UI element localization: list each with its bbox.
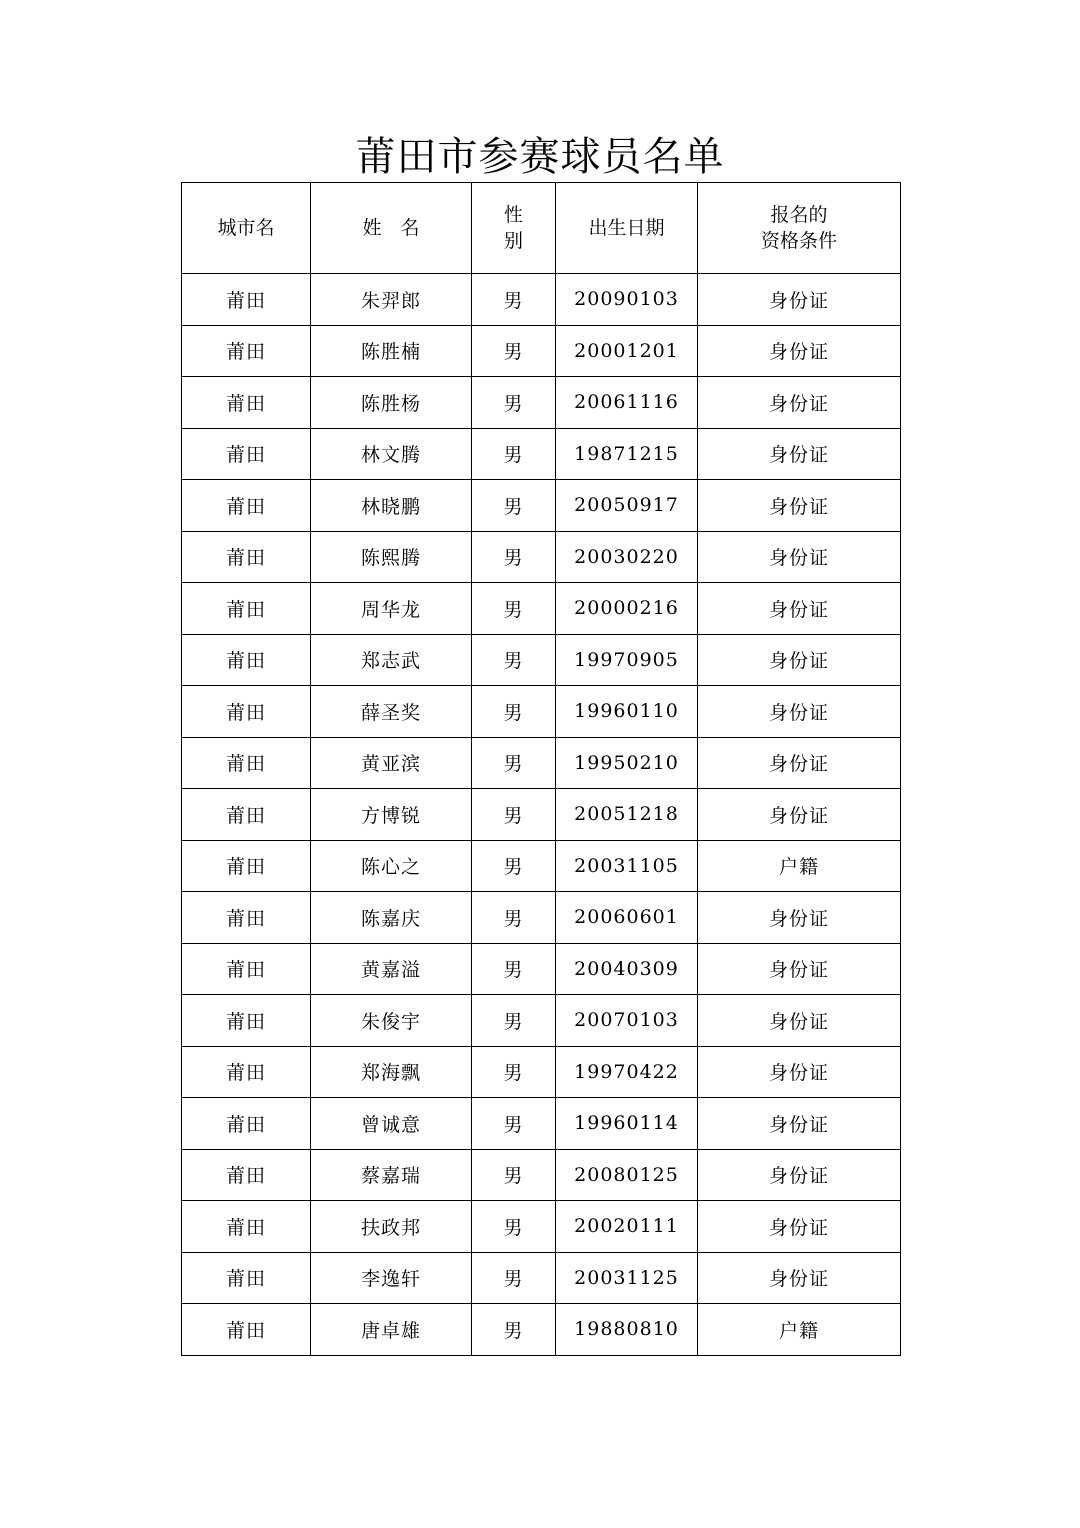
cell-city: 莆田: [182, 1201, 311, 1253]
player-roster-table: [181, 182, 901, 1356]
cell-birthdate: 19880810: [556, 1304, 698, 1356]
cell-gender: 男: [472, 1046, 556, 1098]
cell-qualification: 身份证: [698, 1098, 901, 1150]
cell-city: 莆田: [182, 377, 311, 429]
cell-qualification: 身份证: [698, 737, 901, 789]
cell-birthdate: 20090103: [556, 274, 698, 326]
table-row: [182, 1201, 901, 1253]
table-row: [182, 737, 901, 789]
header-qualification-line2: 资格条件: [760, 230, 837, 252]
cell-player-name: 林文腾: [311, 428, 472, 480]
cell-city: 莆田: [182, 995, 311, 1047]
header-birthdate: 出生日期: [556, 183, 698, 274]
table-row: [182, 583, 901, 635]
header-row: [182, 183, 901, 274]
cell-city: 莆田: [182, 531, 311, 583]
table-row: [182, 943, 901, 995]
cell-city: 莆田: [182, 1046, 311, 1098]
cell-city: 莆田: [182, 634, 311, 686]
cell-gender: 男: [472, 480, 556, 532]
header-city: 城市名: [182, 183, 311, 274]
cell-gender: 男: [472, 1252, 556, 1304]
table-body: [182, 274, 901, 1356]
cell-city: 莆田: [182, 892, 311, 944]
table-row: [182, 1098, 901, 1150]
page-title: 莆田市参赛球员名单: [355, 134, 725, 180]
cell-qualification: 身份证: [698, 634, 901, 686]
cell-qualification: 身份证: [698, 1252, 901, 1304]
table-row: [182, 1046, 901, 1098]
cell-gender: 男: [472, 737, 556, 789]
table-row: [182, 428, 901, 480]
cell-birthdate: 19871215: [556, 428, 698, 480]
table-row: [182, 634, 901, 686]
cell-qualification: 身份证: [698, 686, 901, 738]
table-row: [182, 789, 901, 841]
cell-birthdate: 20030220: [556, 531, 698, 583]
table-row: [182, 531, 901, 583]
cell-gender: 男: [472, 428, 556, 480]
cell-city: 莆田: [182, 428, 311, 480]
cell-city: 莆田: [182, 943, 311, 995]
cell-player-name: 郑志武: [311, 634, 472, 686]
cell-birthdate: 20031105: [556, 840, 698, 892]
cell-player-name: 曾诚意: [311, 1098, 472, 1150]
header-gender-line1: 性: [503, 204, 523, 226]
cell-gender: 男: [472, 634, 556, 686]
cell-player-name: 陈嘉庆: [311, 892, 472, 944]
cell-city: 莆田: [182, 1149, 311, 1201]
cell-qualification: 身份证: [698, 995, 901, 1047]
table-row: [182, 274, 901, 326]
cell-qualification: 身份证: [698, 480, 901, 532]
cell-qualification: 身份证: [698, 1046, 901, 1098]
cell-city: 莆田: [182, 480, 311, 532]
cell-birthdate: 19960114: [556, 1098, 698, 1150]
cell-player-name: 李逸轩: [311, 1252, 472, 1304]
cell-gender: 男: [472, 1304, 556, 1356]
cell-qualification: 户籍: [698, 1304, 901, 1356]
cell-qualification: 身份证: [698, 583, 901, 635]
cell-gender: 男: [472, 1201, 556, 1253]
cell-birthdate: 20061116: [556, 377, 698, 429]
cell-birthdate: 20001201: [556, 325, 698, 377]
table-header: [182, 183, 901, 274]
cell-gender: 男: [472, 325, 556, 377]
cell-birthdate: 19960110: [556, 686, 698, 738]
cell-qualification: 身份证: [698, 892, 901, 944]
cell-qualification: 身份证: [698, 531, 901, 583]
cell-player-name: 扶政邦: [311, 1201, 472, 1253]
cell-birthdate: 19970422: [556, 1046, 698, 1098]
cell-qualification: 身份证: [698, 274, 901, 326]
cell-birthdate: 20051218: [556, 789, 698, 841]
cell-birthdate: 20020111: [556, 1201, 698, 1253]
cell-birthdate: 20000216: [556, 583, 698, 635]
cell-player-name: 陈胜杨: [311, 377, 472, 429]
cell-birthdate: 20060601: [556, 892, 698, 944]
header-name: 姓 名: [311, 183, 472, 274]
cell-gender: 男: [472, 1149, 556, 1201]
cell-qualification: 身份证: [698, 1201, 901, 1253]
cell-gender: 男: [472, 995, 556, 1047]
cell-player-name: 陈心之: [311, 840, 472, 892]
cell-gender: 男: [472, 274, 556, 326]
cell-city: 莆田: [182, 840, 311, 892]
table-row: [182, 995, 901, 1047]
cell-city: 莆田: [182, 1098, 311, 1150]
table-row: [182, 892, 901, 944]
table-row: [182, 686, 901, 738]
table-row: [182, 1149, 901, 1201]
cell-city: 莆田: [182, 325, 311, 377]
cell-gender: 男: [472, 892, 556, 944]
cell-player-name: 薛圣奖: [311, 686, 472, 738]
cell-city: 莆田: [182, 583, 311, 635]
table-row: [182, 377, 901, 429]
table-row: [182, 480, 901, 532]
cell-qualification: 身份证: [698, 943, 901, 995]
cell-gender: 男: [472, 377, 556, 429]
cell-birthdate: 20070103: [556, 995, 698, 1047]
cell-city: 莆田: [182, 274, 311, 326]
cell-city: 莆田: [182, 737, 311, 789]
cell-player-name: 黄嘉溢: [311, 943, 472, 995]
cell-city: 莆田: [182, 686, 311, 738]
cell-player-name: 方博锐: [311, 789, 472, 841]
cell-gender: 男: [472, 1098, 556, 1150]
header-qualification: [698, 183, 901, 274]
header-gender-line2: 别: [503, 230, 523, 252]
cell-qualification: 身份证: [698, 377, 901, 429]
cell-gender: 男: [472, 789, 556, 841]
header-gender: [472, 183, 556, 274]
cell-gender: 男: [472, 943, 556, 995]
cell-gender: 男: [472, 686, 556, 738]
cell-birthdate: 20031125: [556, 1252, 698, 1304]
cell-player-name: 陈熙腾: [311, 531, 472, 583]
cell-player-name: 黄亚滨: [311, 737, 472, 789]
table-row: [182, 1304, 901, 1356]
cell-gender: 男: [472, 583, 556, 635]
cell-birthdate: 20040309: [556, 943, 698, 995]
cell-qualification: 身份证: [698, 325, 901, 377]
cell-birthdate: 20080125: [556, 1149, 698, 1201]
cell-player-name: 蔡嘉瑞: [311, 1149, 472, 1201]
cell-city: 莆田: [182, 1252, 311, 1304]
header-qualification-line1: 报名的: [770, 204, 828, 226]
cell-city: 莆田: [182, 789, 311, 841]
cell-birthdate: 20050917: [556, 480, 698, 532]
cell-player-name: 朱俊宇: [311, 995, 472, 1047]
cell-qualification: 户籍: [698, 840, 901, 892]
cell-birthdate: 19970905: [556, 634, 698, 686]
cell-gender: 男: [472, 531, 556, 583]
table-row: [182, 1252, 901, 1304]
table-row: [182, 325, 901, 377]
cell-qualification: 身份证: [698, 428, 901, 480]
cell-player-name: 朱羿郎: [311, 274, 472, 326]
table-row: [182, 840, 901, 892]
cell-player-name: 周华龙: [311, 583, 472, 635]
cell-qualification: 身份证: [698, 789, 901, 841]
cell-city: 莆田: [182, 1304, 311, 1356]
cell-birthdate: 19950210: [556, 737, 698, 789]
cell-player-name: 郑海飘: [311, 1046, 472, 1098]
cell-player-name: 林晓鹏: [311, 480, 472, 532]
cell-qualification: 身份证: [698, 1149, 901, 1201]
cell-player-name: 唐卓雄: [311, 1304, 472, 1356]
cell-gender: 男: [472, 840, 556, 892]
cell-player-name: 陈胜楠: [311, 325, 472, 377]
